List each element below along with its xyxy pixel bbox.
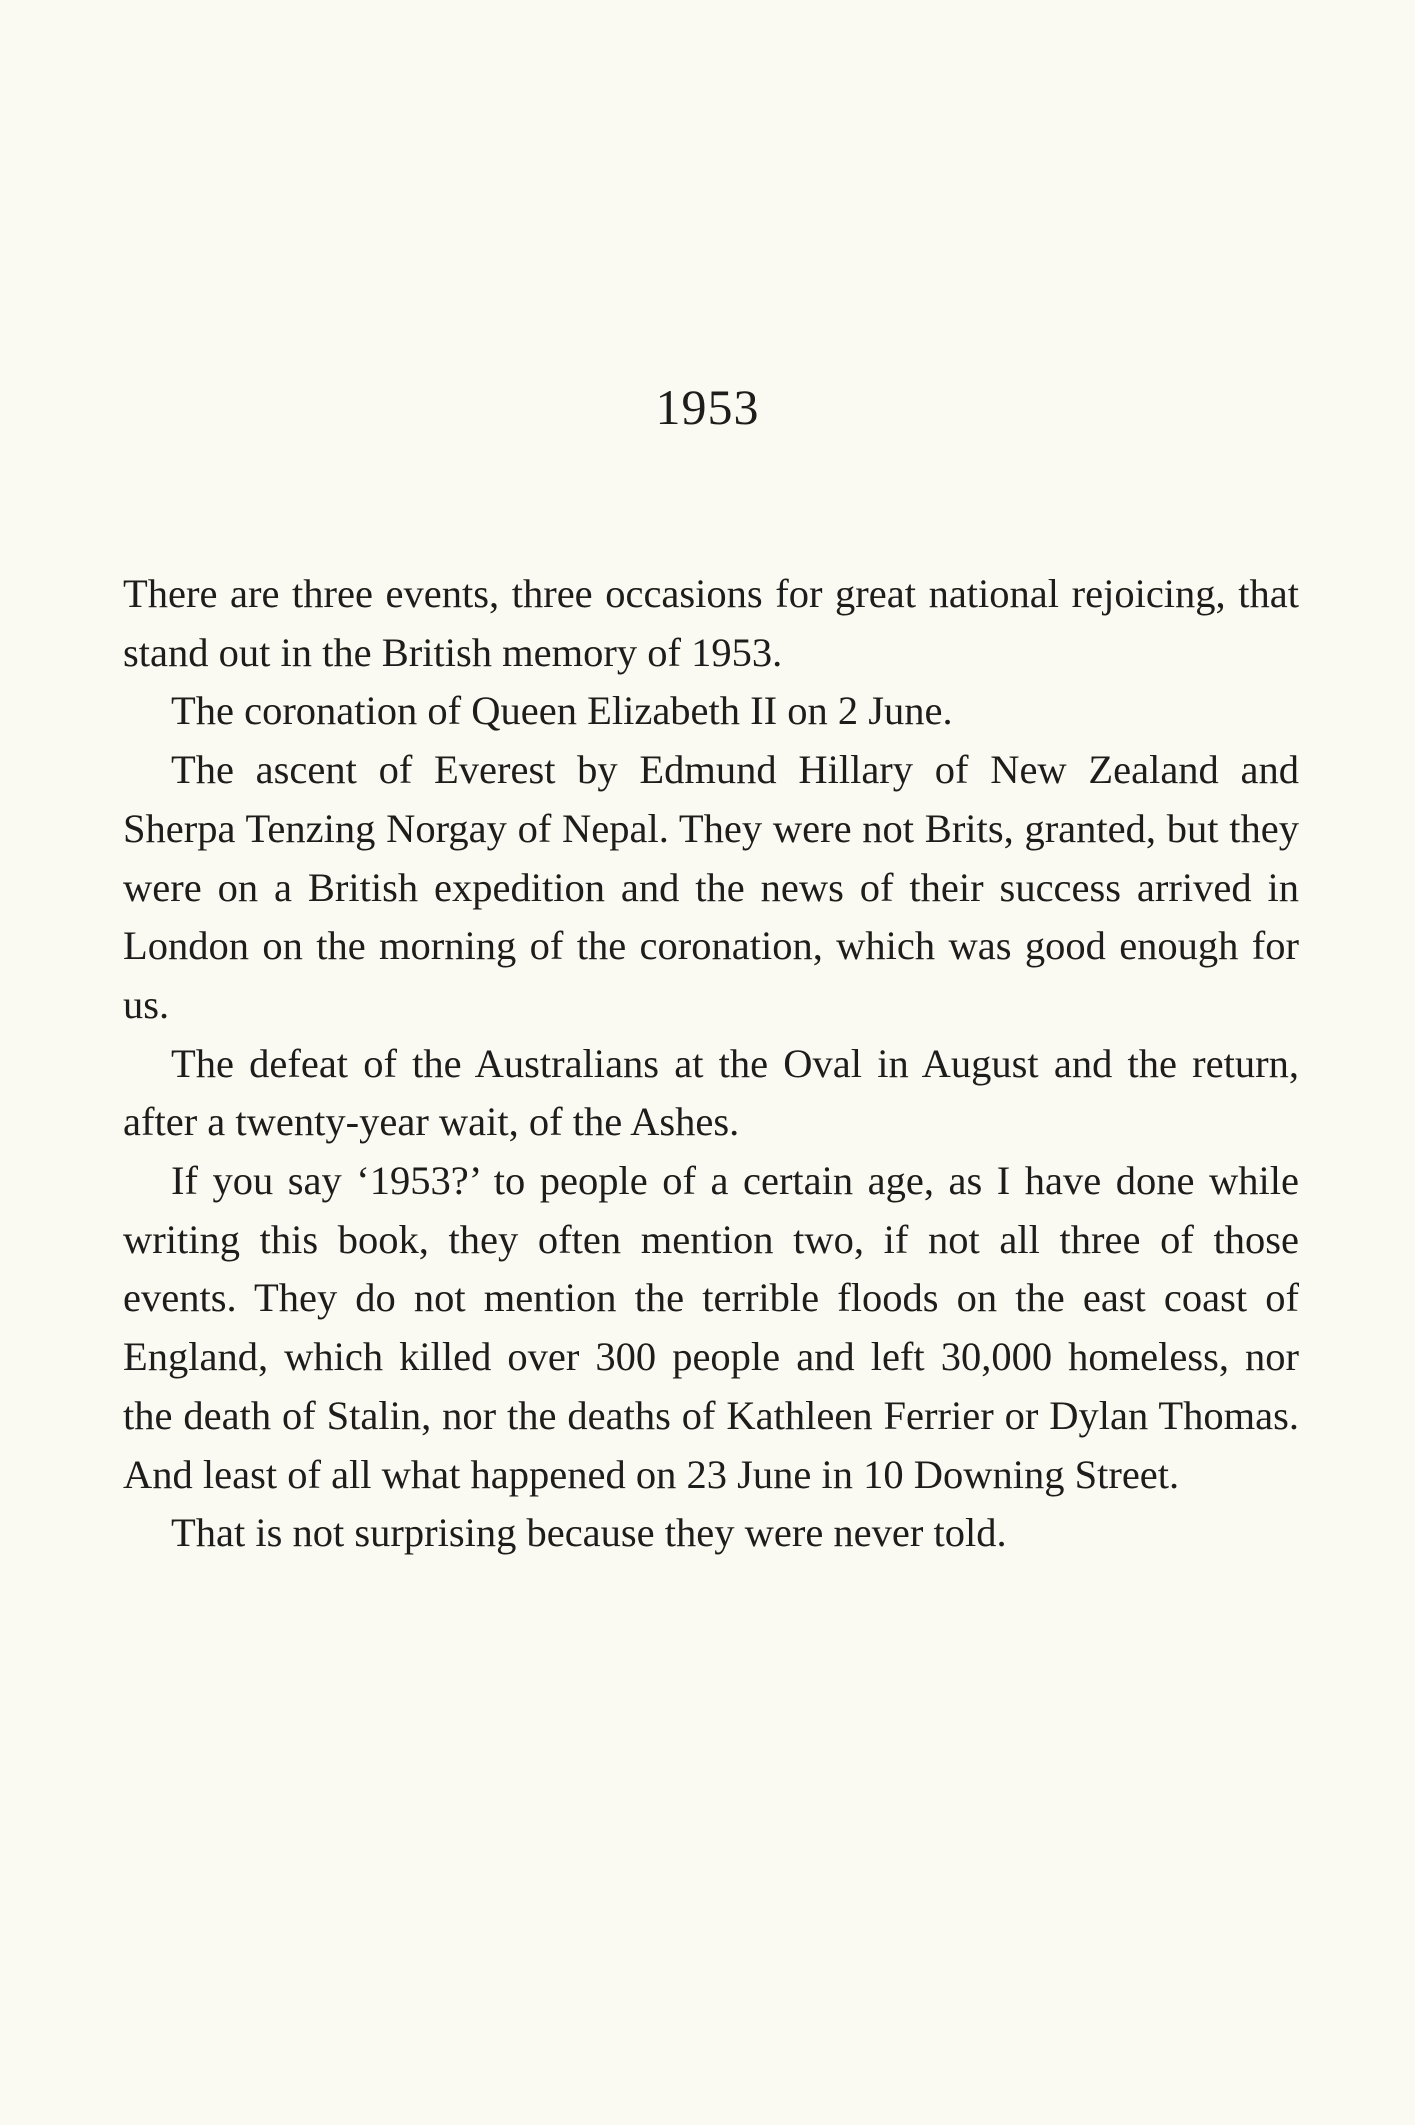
paragraph-3: The ascent of Everest by Edmund Hillary of New Zealand and Sherpa Tenzing Norgay of Nepal. They were not Brits, granted, but they were on a British expedition and the news of their success arrived in London on the morning of the coronation, which was good enough for us. xyxy=(123,747,1299,1027)
chapter-body xyxy=(123,565,1299,1563)
chapter-title: 1953 xyxy=(655,379,760,435)
paragraph-5: If you say ‘1953?’ to people of a certain age, as I have done while writing this book, they often mention two, if not all three of those events. They do not mention the terrible floods on the east coast of England, which killed over 300 people and left 30,000 homeless, nor the death of Stalin, nor the deaths of Kathleen Ferrier or Dylan Thomas. And least of all what happened on 23 June in 10 Downing Street. xyxy=(123,1158,1299,1497)
paragraph-1: There are three events, three occasions for great national rejoicing, that stand out in the British memory of 1953. xyxy=(123,571,1299,675)
paragraph-2: The coronation of Queen Elizabeth II on 2 June. xyxy=(171,688,953,734)
paragraph-4: The defeat of the Australians at the Oval in August and the return, after a twenty-year wait, of the Ashes. xyxy=(123,1040,1299,1145)
paragraph-6: That is not surprising because they were never told. xyxy=(171,1510,1007,1556)
